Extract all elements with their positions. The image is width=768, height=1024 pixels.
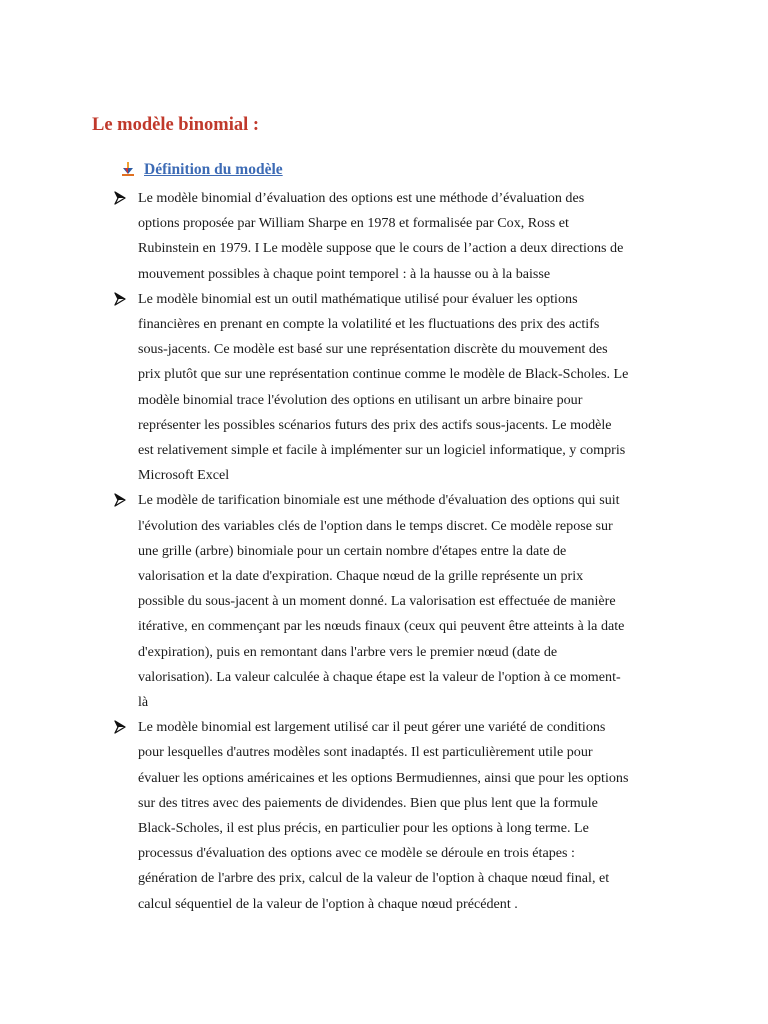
section-heading [122, 161, 283, 179]
arrow-right-bullet-icon [114, 493, 126, 507]
text-line: Le modèle binomial est largement utilisé car il peut gérer une variété de conditions [138, 719, 606, 736]
text-line: itérative, en commençant par les nœuds finaux (ceux qui peuvent être atteints à la date [138, 618, 625, 635]
text-line: pour lesquelles d'autres modèles sont inadaptés. Il est particulièrement utile pour [138, 744, 593, 761]
document-title: Le modèle binomial : [92, 115, 260, 135]
text-line: est relativement simple et facile à implémenter sur un logiciel informatique, y compris [138, 442, 626, 459]
text-line: valorisation). La valeur calculée à chaque étape est la valeur de l'option à ce moment- [138, 668, 621, 685]
text-line: Le modèle de tarification binomiale est une méthode d'évaluation des options qui suit [138, 492, 620, 509]
list-item [0, 186, 768, 287]
text-line: Microsoft Excel [138, 467, 230, 484]
text-line: valorisation et la date d'expiration. Chaque nœud de la grille représente un prix [138, 568, 584, 585]
text-line: modèle binomial trace l'évolution des options en utilisant un arbre binaire pour [138, 391, 583, 408]
text-line: possible du sous-jacent à un moment donné. La valorisation est effectuée de manière [138, 593, 616, 610]
text-line: Black-Scholes, il est plus précis, en particulier pour les options à long terme. Le [138, 820, 589, 837]
arrow-down-icon [122, 162, 134, 176]
text-line: processus d'évaluation des options avec ce modèle se déroule en trois étapes : [138, 845, 575, 862]
list-item [0, 488, 768, 715]
bullet-text [138, 287, 683, 489]
bullet-text [138, 488, 683, 715]
arrow-right-bullet-icon [114, 191, 126, 205]
bullet-text [138, 186, 683, 287]
text-line: calcul séquentiel de la valeur de l'option à chaque nœud précédent . [138, 895, 518, 912]
text-line: l'évolution des variables clés de l'option dans le temps discret. Ce modèle repose sur [138, 517, 613, 534]
arrow-right-bullet-icon [114, 292, 126, 306]
text-line: prix plutôt que sur une représentation continue comme le modèle de Black-Scholes. Le [138, 366, 629, 383]
text-line: Le modèle binomial d’évaluation des options est une méthode d’évaluation des [138, 190, 585, 206]
text-line: Rubinstein en 1979. I Le modèle suppose que le cours de l’action a deux directions de [138, 240, 624, 257]
text-line: sur des titres avec des paiements de dividendes. Bien que plus lent que la formule [138, 794, 598, 811]
text-line: mouvement possibles à chaque point temporel : à la hausse ou à la baisse [138, 265, 551, 282]
text-line: d'expiration), puis en remontant dans l'arbre vers le premier nœud (date de [138, 643, 558, 660]
text-line: financières en prenant en compte la volatilité et les fluctuations des prix des actifs [138, 316, 600, 333]
bullet-list [0, 186, 768, 917]
list-item [0, 287, 768, 489]
arrow-right-bullet-icon [114, 720, 126, 734]
text-line: représenter les possibles scénarios futurs des prix des actifs sous-jacents. Le modèle [138, 416, 612, 433]
text-line: options proposée par William Sharpe en 1978 et formalisée par Cox, Ross et [138, 215, 569, 232]
text-line: génération de l'arbre des prix, calcul de la valeur de l'option à chaque nœud final, et [138, 870, 610, 887]
list-item [0, 715, 768, 917]
text-line: une grille (arbre) binomiale pour un certain nombre d'étapes entre la date de [138, 542, 567, 559]
text-line: sous-jacents. Ce modèle est basé sur une représentation discrète du mouvement des [138, 341, 608, 358]
section-heading-text: Définition du modèle [144, 161, 283, 178]
text-line: Le modèle binomial est un outil mathématique utilisé pour évaluer les options [138, 290, 578, 307]
bullet-text [138, 715, 683, 917]
text-line: évaluer les options américaines et les options Bermudiennes, ainsi que pour les options [138, 769, 629, 786]
text-line: là [138, 694, 149, 711]
